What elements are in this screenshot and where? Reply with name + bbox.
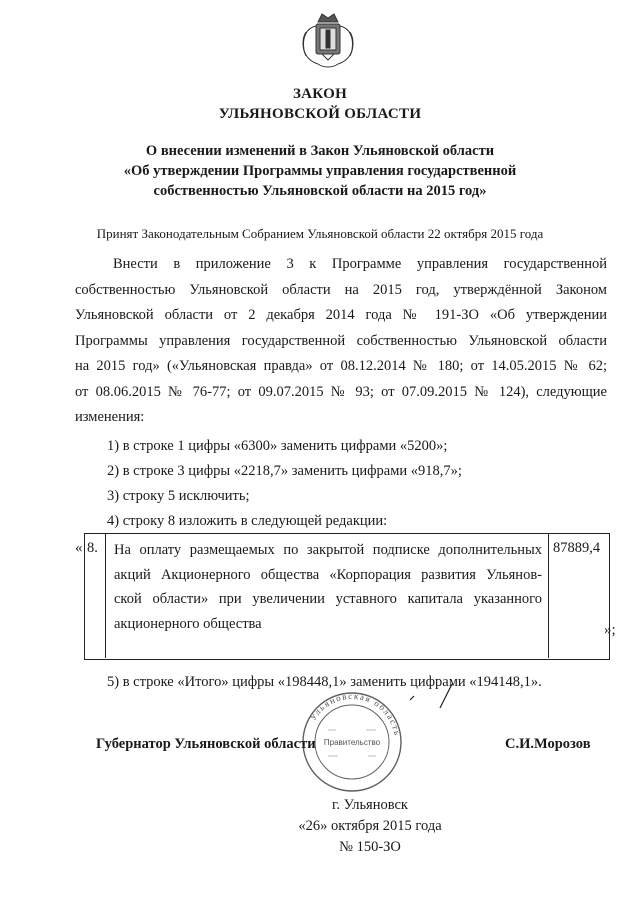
table-close-quote: »;	[604, 622, 616, 638]
row-value: 87889,4	[548, 533, 608, 658]
law-word: ЗАКОН	[292, 86, 348, 102]
subject-line: О внесении изменений в Закон Ульяновской области	[145, 143, 495, 159]
description-line: На оплату размещаемых по закрытой подписке дополнительных	[114, 542, 542, 558]
row-number: 8.	[84, 533, 106, 658]
seal-ring-text: Ульяновская область	[307, 690, 403, 738]
description-line: акционерного общества	[114, 615, 262, 632]
table-open-quote: «	[75, 540, 83, 556]
list-item: 4) строку 8 изложить в следующей редакции:	[107, 513, 388, 529]
paragraph-line: изменения:	[75, 409, 145, 425]
coat-of-arms-icon	[296, 8, 360, 74]
list-item: 5) в строке «Итого» цифры «198448,1» заменить цифрами «194148,1».	[107, 674, 542, 690]
signature-mark	[400, 670, 470, 710]
issue-details	[210, 795, 530, 858]
issue-date: «26» октября 2015 года	[298, 818, 442, 834]
region-name: УЛЬЯНОВСКОЙ ОБЛАСТИ	[218, 106, 422, 122]
paragraph-line: Внести в приложение 3 к Программе управления государственной	[113, 256, 607, 272]
list-item: 1) в строке 1 цифры «6300» заменить цифрами «5200»;	[107, 438, 448, 454]
seal-center-text: Правительство	[323, 738, 381, 747]
list-item: 3) строку 5 исключить;	[107, 488, 250, 504]
issue-city: г. Ульяновск	[332, 797, 408, 813]
paragraph-line: собственностью Ульяновской области на 2015 год, утверждённой Законом	[75, 281, 607, 298]
governor-name: С.И.Морозов	[505, 736, 591, 752]
intro-paragraph	[75, 252, 607, 431]
row-description	[114, 538, 542, 636]
law-heading	[0, 84, 640, 124]
description-line: ской области» при увеличении уставного капитала указанного	[114, 591, 542, 607]
list-item: 2) в строке 3 цифры «2218,7» заменить цифрами «918,7»;	[107, 463, 462, 479]
subject-line: «Об утверждении Программы управления государственной	[123, 163, 517, 179]
paragraph-line: Программы управления государственной собственностью Ульяновской области	[75, 332, 607, 349]
paragraph-line: на 2015 год» («Ульяновская правда» от 08.12.2014 № 180; от 14.05.2015 № 62;	[75, 358, 607, 374]
law-subject	[0, 141, 640, 201]
paragraph-line: Ульяновской области от 2 декабря 2014 года № 191-ЗО «Об утверждении	[75, 307, 607, 323]
governor-title: Губернатор Ульяновской области	[96, 736, 316, 752]
paragraph-line: от 08.06.2015 № 76-77; от 09.07.2015 № 93; от 07.09.2015 № 124), следующие	[75, 383, 607, 400]
svg-text:Ульяновская область	[308, 691, 403, 737]
official-seal	[300, 690, 404, 794]
law-number: № 150-ЗО	[339, 839, 401, 855]
description-line: акций Акционерного общества «Корпорация развития Ульянов-	[114, 566, 542, 583]
subject-line: собственностью Ульяновской области на 2015 год»	[153, 183, 487, 199]
adoption-note: Принят Законодательным Собранием Ульяновской области 22 октября 2015 года	[96, 226, 544, 241]
